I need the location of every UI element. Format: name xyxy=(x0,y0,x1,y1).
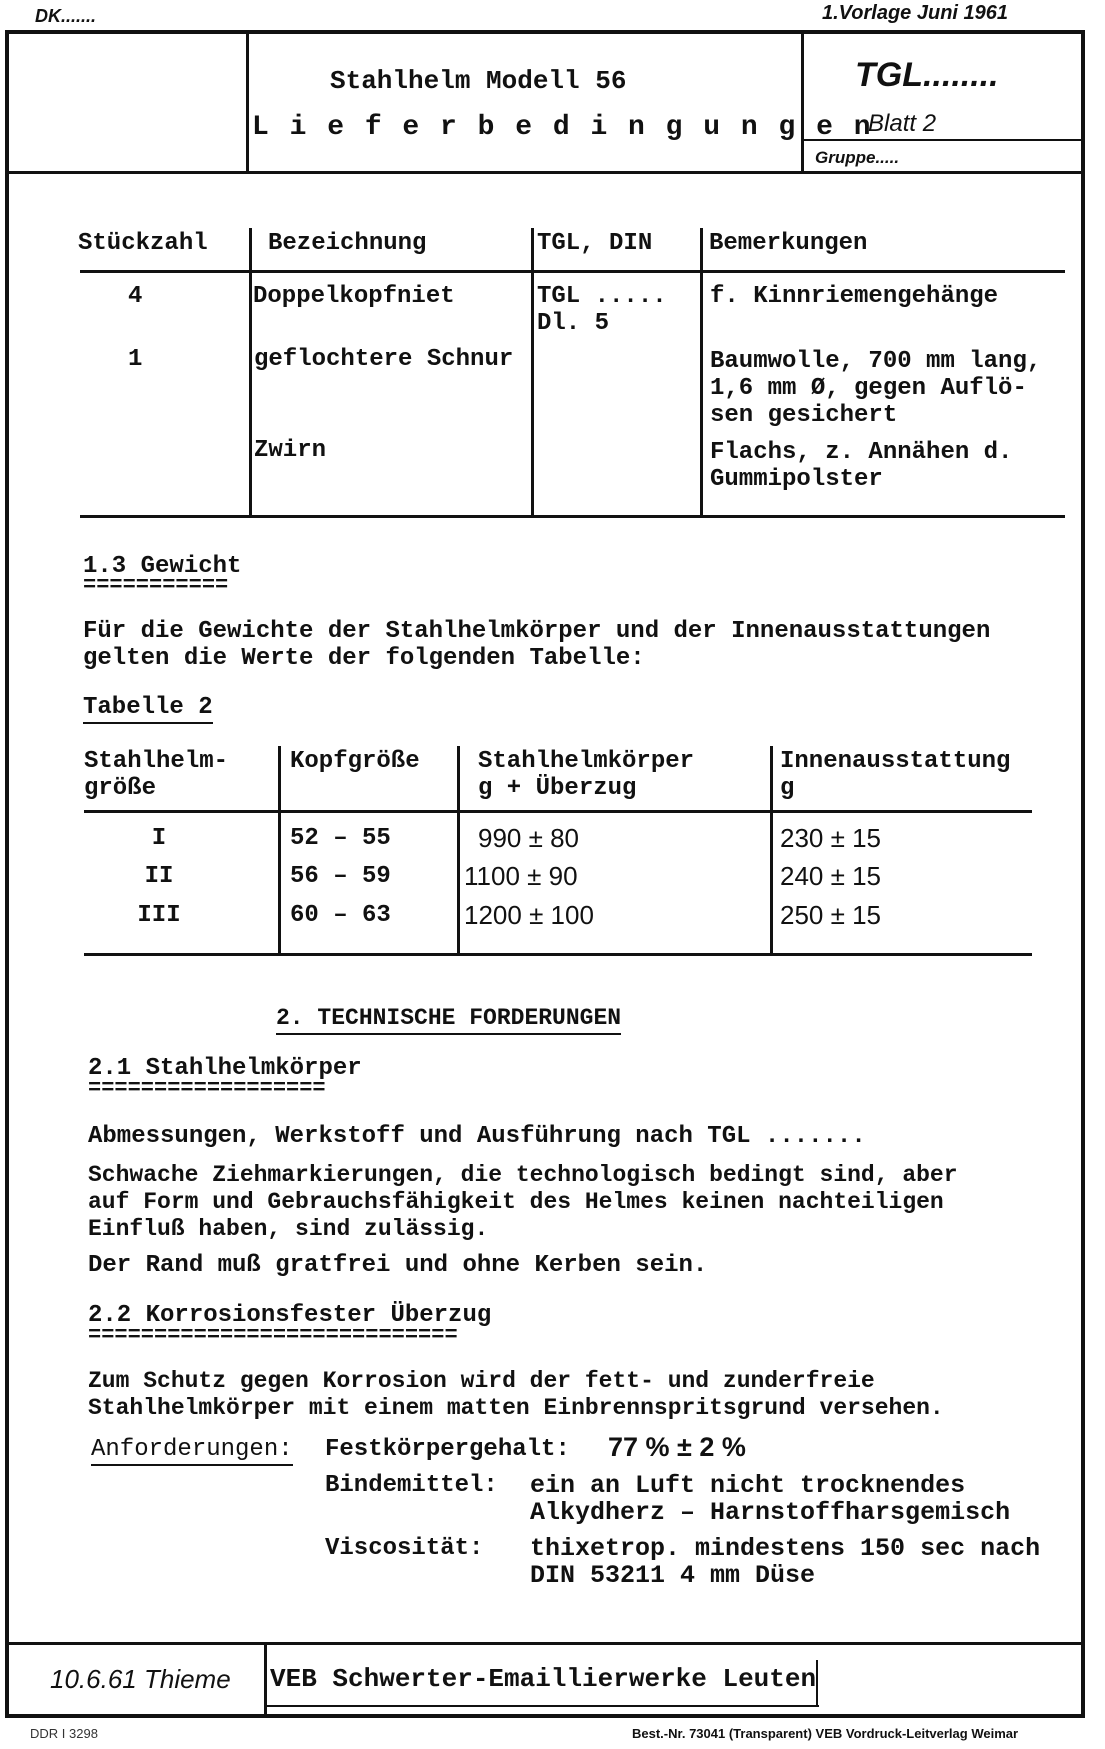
weights-vline-3 xyxy=(770,746,773,954)
weights-row-2-body: 1100 ± 90 xyxy=(464,861,578,891)
section-2-1-p2: Schwache Ziehmarkierungen, die technologisch bedingt sind, aber auf Form und Gebrauchsfähigkeit des Helmes keinen nachteiligen Einfluß haben, sind zulässig. xyxy=(88,1162,958,1242)
footer-small-right: Best.-Nr. 73041 (Transparent) VEB Vordruck-Leitverlag Weimar xyxy=(632,1726,1019,1741)
section-2-1-heading: 2.1 Stahlhelmkörper xyxy=(88,1055,362,1082)
section-1-3-underline: =========== xyxy=(83,573,229,598)
req-viscosity-value: thixetrop. mindestens 150 sec nach DIN 53211 4 mm Düse xyxy=(530,1534,1041,1590)
weights-row-1-inner: 230 ± 15 xyxy=(780,823,882,853)
section-2-2-underline: ============================ xyxy=(88,1323,458,1348)
parts-row-1-std: TGL ..... Dl. 5 xyxy=(537,283,667,337)
footer-company-rule xyxy=(264,1705,819,1707)
parts-col-name: Bezeichnung xyxy=(268,230,427,257)
weights-col-head: Kopfgröße xyxy=(290,748,420,775)
requirements-label: Anforderungen: xyxy=(91,1436,293,1466)
weights-col-inner: Innenausstattung g xyxy=(780,748,1011,802)
footer-small-left: DDR I 3298 xyxy=(30,1726,98,1741)
weights-head-rule xyxy=(84,810,1032,813)
parts-bottom-rule xyxy=(80,515,1065,518)
top-right-note: 1.Vorlage Juni 1961 xyxy=(822,2,1009,24)
header-divider-right xyxy=(801,34,804,174)
footer-top-rule xyxy=(5,1642,1085,1645)
header-bottom-rule xyxy=(5,171,1085,174)
top-left-note: DK....... xyxy=(35,6,97,26)
document-title: Stahlhelm Modell 56 xyxy=(330,66,627,96)
req-solids-label: Festkörpergehalt: xyxy=(325,1436,570,1463)
section-2-2-heading: 2.2 Korrosionsfester Überzug xyxy=(88,1302,492,1329)
weights-row-1-body: 990 ± 80 xyxy=(478,823,580,853)
parts-head-rule xyxy=(80,270,1065,273)
section-2-1-p1: Abmessungen, Werkstoff und Ausführung nach TGL ....... xyxy=(88,1123,866,1150)
weights-row-3-body: 1200 ± 100 xyxy=(464,900,594,930)
weights-row-3-inner: 250 ± 15 xyxy=(780,900,882,930)
parts-row-1-name: Doppelkopfniet xyxy=(253,283,455,310)
weights-vline-1 xyxy=(278,746,281,954)
header-divider-left xyxy=(246,34,249,174)
parts-row-3-note: Flachs, z. Annähen d. Gummipolster xyxy=(710,439,1013,493)
parts-row-1-qty: 4 xyxy=(128,283,143,310)
parts-row-2-qty: 1 xyxy=(128,346,143,373)
weights-row-2-size: II xyxy=(144,863,174,890)
section-2-1-p3: Der Rand muß gratfrei und ohne Kerben sein. xyxy=(88,1252,708,1279)
weights-col-size: Stahlhelm- größe xyxy=(84,748,229,802)
section-2-heading: 2. TECHNISCHE FORDERUNGEN xyxy=(276,1005,621,1035)
parts-row-3-name: Zwirn xyxy=(254,437,327,464)
weights-row-3-head: 60 – 63 xyxy=(290,902,391,929)
group-label: Gruppe..... xyxy=(815,148,900,167)
parts-row-2-note: Baumwolle, 700 mm lang, 1,6 mm Ø, gegen Auflö- sen gesichert xyxy=(710,348,1042,429)
req-binder-label: Bindemittel: xyxy=(325,1472,498,1499)
req-viscosity-label: Viscosität: xyxy=(325,1535,484,1562)
section-2-2-p1: Zum Schutz gegen Korrosion wird der fett- und zunderfreie Stahlhelmkörper mit einem matten Einbrennspritsgrund versehen. xyxy=(88,1368,944,1421)
weights-vline-2 xyxy=(457,746,460,954)
req-binder-value: ein an Luft nicht trocknendes Alkydherz – Harnstoffharsgemisch xyxy=(530,1471,1011,1527)
section-1-3-heading: 1.3 Gewicht xyxy=(83,553,242,580)
sheet-number: Blatt 2 xyxy=(868,110,937,137)
section-1-3-text: Für die Gewichte der Stahlhelmkörper und der Innenausstattungen gelten die Werte der folgenden Tabelle: xyxy=(83,618,991,672)
parts-col-qty: Stückzahl xyxy=(78,230,208,257)
tgl-number: TGL........ xyxy=(855,56,999,94)
weights-row-1-head: 52 – 55 xyxy=(290,825,391,852)
weights-col-body: Stahlhelmkörper g + Überzug xyxy=(478,748,695,802)
section-2-1-underline: ================== xyxy=(88,1076,326,1101)
document-subtitle: L i e f e r b e d i n g u n g e n xyxy=(252,112,873,143)
parts-vline-1 xyxy=(249,228,252,516)
weights-row-2-inner: 240 ± 15 xyxy=(780,861,882,891)
weights-row-2-head: 56 – 59 xyxy=(290,863,391,890)
parts-vline-2 xyxy=(531,228,534,516)
table-2-caption: Tabelle 2 xyxy=(83,694,213,724)
footer-company-end xyxy=(816,1660,818,1707)
parts-row-2-name: geflochtere Schnur xyxy=(254,346,514,373)
parts-col-note: Bemerkungen xyxy=(709,230,868,257)
parts-row-1-note: f. Kinnriemengehänge xyxy=(710,283,999,310)
parts-col-std: TGL, DIN xyxy=(537,230,653,257)
req-solids-value: 77 % ± 2 % xyxy=(608,1432,746,1462)
parts-vline-3 xyxy=(700,228,703,516)
company-name: VEB Schwerter-Emaillierwerke Leuten xyxy=(270,1664,817,1694)
weights-bottom-rule xyxy=(84,953,1032,956)
date-signature: 10.6.61 Thieme xyxy=(50,1664,231,1694)
weights-row-3-size: III xyxy=(137,902,181,929)
weights-row-1-size: I xyxy=(151,825,167,852)
